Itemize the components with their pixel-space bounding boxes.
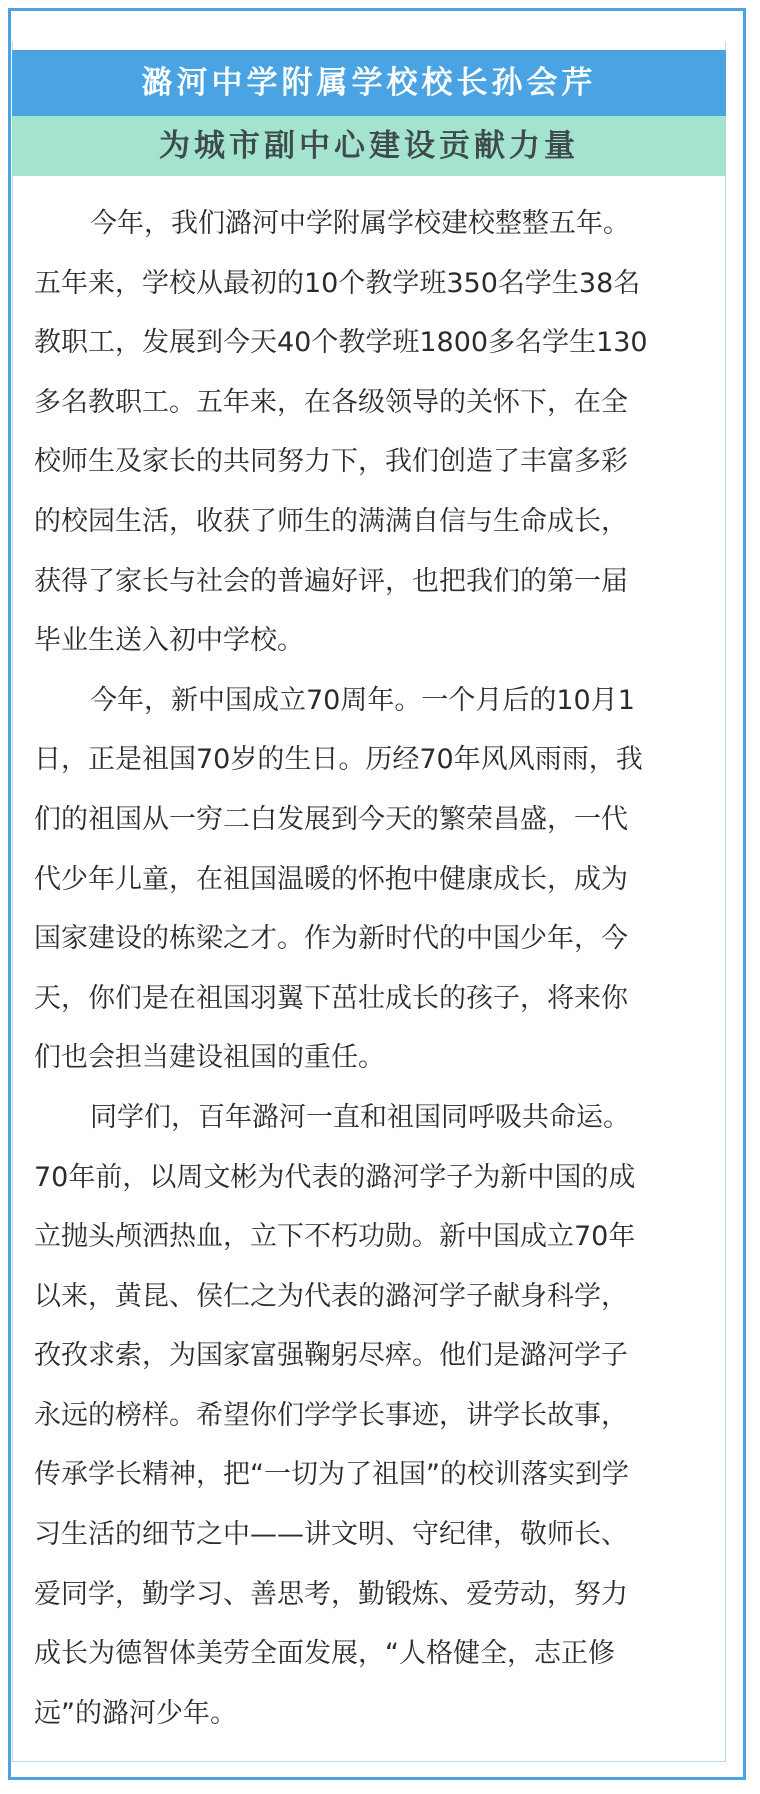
paragraph-1-line: 今年，我们潞河中学附属学校建校整整五年。	[90, 208, 630, 239]
paragraph-1-line: 教职工，发展到今天40个教学班1800多名学生130	[34, 327, 648, 359]
paragraph-3-line: 70年前，以周文彬为代表的潞河学子为新中国的成	[34, 1161, 636, 1193]
paragraph-1-line: 的校园生活，收获了师生的满满自信与生命成长，	[34, 505, 628, 537]
paragraph-1-line: 多名教职工。五年来，在各级领导的关怀下，在全	[34, 386, 628, 418]
page-title: 潞河中学附属学校校长孙会芹	[141, 65, 597, 101]
paragraph-3-line: 传承学长精神，把“一切为了祖国”的校训落实到学	[34, 1459, 629, 1491]
paragraph-1-line: 五年来，学校从最初的10个教学班350名学生38名	[34, 267, 641, 299]
paragraph-2-line: 天，你们是在祖国羽翼下茁壮成长的孩子，将来你	[34, 982, 628, 1014]
article-body	[34, 194, 734, 1743]
paragraph-3-line: 远”的潞河少年。	[34, 1697, 237, 1729]
paragraph-3-line: 同学们，百年潞河一直和祖国同呼吸共命运。	[90, 1101, 630, 1133]
paragraph-3-line: 成长为德智体美劳全面发展，“人格健全，志正修	[34, 1638, 615, 1670]
paragraph-3-line: 永远的榜样。希望你们学学长事迹，讲学长故事，	[34, 1399, 628, 1431]
paragraph-3-line: 孜孜求索，为国家富强鞠躬尽瘁。他们是潞河学子	[34, 1340, 628, 1372]
paragraph-2-line: 代少年儿童，在祖国温暖的怀抱中健康成长，成为	[34, 863, 628, 895]
paragraph-3-line: 爱同学，勤学习、善思考，勤锻炼、爱劳动，努力	[34, 1578, 628, 1610]
subtitle-banner	[12, 116, 726, 176]
paragraph-1-line: 获得了家长与社会的普遍好评，也把我们的第一届	[34, 565, 628, 597]
paragraph-1-line: 毕业生送入初中学校。	[34, 625, 304, 657]
paragraph-2-line: 今年，新中国成立70周年。一个月后的10月1	[90, 684, 635, 716]
page-subtitle: 为城市副中心建设贡献力量	[159, 128, 579, 164]
paragraph-2-line: 们也会担当建设祖国的重任。	[34, 1042, 385, 1074]
paragraph-3-line: 习生活的细节之中——讲文明、守纪律，敬师长、	[34, 1519, 628, 1551]
paragraph-2-line: 们的祖国从一穷二白发展到今天的繁荣昌盛，一代	[34, 803, 628, 835]
paragraph-2-line: 日，正是祖国70岁的生日。历经70年风风雨雨，我	[34, 744, 643, 776]
paragraph-3-line: 以来，黄昆、侯仁之为代表的潞河学子献身科学，	[34, 1280, 628, 1312]
paragraph-3-line: 立抛头颅洒热血，立下不朽功勋。新中国成立70年	[34, 1221, 636, 1253]
paragraph-1-line: 校师生及家长的共同努力下，我们创造了丰富多彩	[34, 446, 628, 478]
paragraph-2-line: 国家建设的栋梁之才。作为新时代的中国少年，今	[34, 923, 628, 955]
title-banner	[12, 50, 726, 116]
